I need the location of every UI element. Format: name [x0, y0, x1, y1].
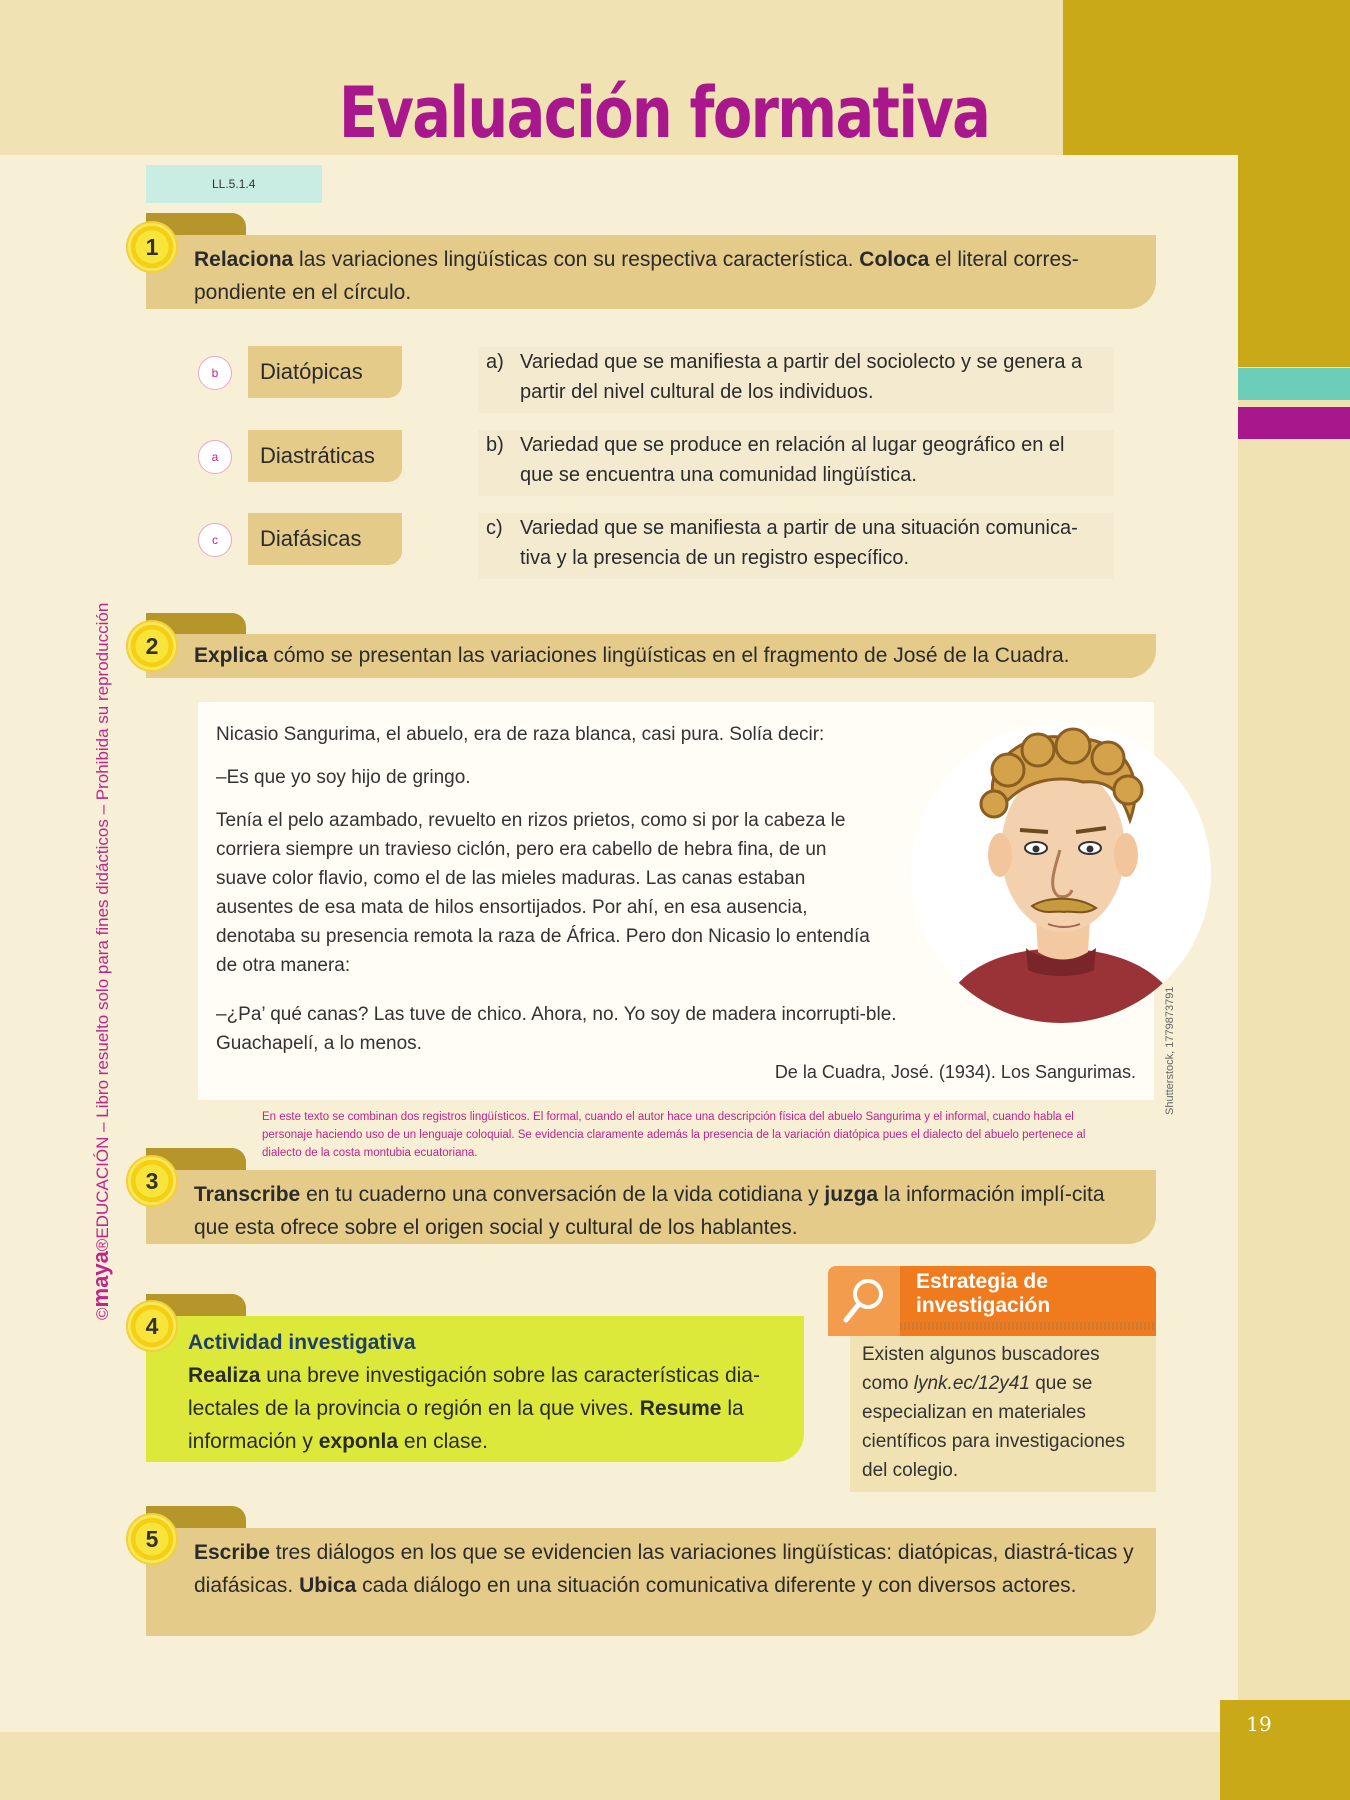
definition-c: [478, 513, 1114, 579]
q4-instruction: [188, 1359, 788, 1458]
term-diastraticas: Diastráticas: [248, 430, 402, 482]
right-gold-block: [1238, 155, 1350, 367]
page-title: Evaluación formativa: [338, 72, 990, 154]
q5-instruction: [146, 1528, 1156, 1636]
q4-verb-1: Realiza: [188, 1364, 261, 1387]
q3-text-2: la información implí-cita que esta ofrece sobre el origen social y cultural de los hablantes.: [194, 1183, 1105, 1239]
q3-number-badge: 3: [126, 1155, 178, 1207]
bottom-band: [0, 1732, 1350, 1800]
skill-code-badge: LL.5.1.4: [146, 165, 322, 203]
q4-text-3: en clase.: [398, 1430, 488, 1453]
copyright-prefix: ©: [93, 1307, 112, 1320]
q4-verb-2: Resume: [639, 1397, 722, 1420]
q5-text-2: cada diálogo en una situación comunicativa diferente y con diversos actores.: [356, 1574, 1077, 1597]
strategy-text-2: que se especializan en materiales científicos para investigaciones del colegio.: [862, 1373, 1125, 1481]
grandfather-illustration: [908, 720, 1214, 1026]
copyright-side-text: [88, 490, 116, 1320]
answer-circle-1[interactable]: b: [198, 356, 232, 390]
q3-instruction: [146, 1170, 1156, 1244]
q3-verb-2: juzga: [824, 1183, 879, 1206]
strategy-divider: [900, 1322, 1156, 1330]
q4-verb-3: exponla: [318, 1430, 399, 1453]
q5-number-badge: 5: [126, 1513, 178, 1565]
q4-number-badge: 4: [126, 1300, 178, 1352]
fragment-paragraph-3: Tenía el pelo azambado, revuelto en rizos prietos, como si por la cabeza le corriera siempre un travieso ciclón, pero era cabello de hebra fina, de un suave color flavio, como el de las mieles maduras. Las canas estaban ausentes de esa mata de hilos ensortijados. Por ahí, en esa ausencia, denotaba su presencia remota la raza de África. Pero don Nicasio lo entendía de otra manera:: [216, 810, 870, 976]
q2-instruction: [146, 634, 1156, 678]
q3-text-1: en tu cuaderno una conversación de la vida cotidiana y: [300, 1183, 825, 1206]
answer-circle-3[interactable]: c: [198, 523, 232, 557]
fragment-citation: De la Cuadra, José. (1934). Los Sangurimas.: [774, 1062, 1136, 1082]
definition-c-text: Variedad que se manifiesta a partir de una situación comunica-tiva y la presencia de un registro específico.: [520, 517, 1078, 569]
q2-text-1: cómo se presentan las variaciones lingüísticas en el fragmento de José de la Cuadra.: [267, 644, 1070, 667]
definition-b-letter: b): [486, 434, 504, 456]
term-diafasicas: Diafásicas: [248, 513, 402, 565]
q4-title: Actividad investigativa: [188, 1331, 416, 1354]
q3-verb-1: Transcribe: [194, 1183, 301, 1206]
q1-number-badge: 1: [126, 221, 178, 273]
copyright-notice: ®EDUCACIÓN – Libro resuelto solo para fines didácticos – Prohibida su reproducción: [93, 602, 112, 1252]
brand-logo-text: maya: [88, 1251, 113, 1308]
q5-verb-1: Escribe: [194, 1541, 270, 1564]
definition-a-letter: a): [486, 351, 504, 373]
q2-verb-1: Explica: [194, 644, 268, 667]
magnifier-icon: [840, 1276, 888, 1326]
definition-a-text: Variedad que se manifiesta a partir del sociolecto y se genera a partir del nivel cultural de los individuos.: [520, 351, 1083, 403]
q1-text-1: las variaciones lingüísticas con su respectiva característica.: [293, 248, 860, 271]
q1-text-2: el literal corres-pondiente en el círculo.: [194, 248, 1079, 304]
strategy-text-1: Existen algunos buscadores como: [862, 1344, 1100, 1394]
definition-b: [478, 430, 1114, 496]
search-engine-link[interactable]: lynk.ec/12y41: [913, 1373, 1030, 1394]
q4-text-1: una breve investigación sobre las características dia-lectales de la provincia o región en la que vives.: [188, 1364, 760, 1420]
teal-strip: [1238, 368, 1350, 400]
magenta-strip: [1238, 407, 1350, 439]
definition-c-letter: c): [486, 517, 503, 539]
term-diatopicas: Diatópicas: [248, 346, 402, 398]
q2-answer-text: En este texto se combinan dos registros lingüísticos. El formal, cuando el autor hace una descripción física del abuelo Sangurima y el informal, cuando habla el personaje haciendo uso de un lenguaje coloquial. Se evidencia claramente además la presencia de la variación diatópica pues el dialecto del abuelo pertenece al dialecto de la costa montubia ecuatoriana.: [262, 1111, 1086, 1159]
q4-text-2: la información y: [188, 1397, 744, 1453]
definition-b-text: Variedad que se produce en relación al lugar geográfico en el que se encuentra una comunidad lingüística.: [520, 434, 1065, 486]
page-number: 19: [1246, 1712, 1272, 1736]
fragment-paragraph-1: Nicasio Sangurima, el abuelo, era de raza blanca, casi pura. Solía decir:: [216, 724, 825, 745]
q1-verb-2: Coloca: [859, 248, 930, 271]
image-credit: Shutterstock, 1779873791: [1164, 986, 1176, 1115]
q2-number-badge: 2: [126, 620, 178, 672]
answer-circle-2[interactable]: a: [198, 440, 232, 474]
fragment-paragraph-4: –¿Pa’ qué canas? Las tuve de chico. Ahora, no. Yo soy de madera incorrupti-ble. Guachapelí, a lo menos.: [216, 1004, 897, 1054]
q5-text-1: tres diálogos en los que se evidencien las variaciones lingüísticas: diatópicas, diastrá-ticas y diafásicas.: [194, 1541, 1134, 1597]
q4-activity-box: [146, 1316, 804, 1462]
strategy-body: [850, 1336, 1156, 1492]
definition-a: [478, 347, 1114, 413]
q5-verb-2: Ubica: [299, 1574, 357, 1597]
strategy-title: Estrategia de investigación: [916, 1270, 1051, 1317]
q1-verb-1: Relaciona: [194, 248, 294, 271]
q1-instruction: [146, 235, 1156, 309]
fragment-paragraph-2: –Es que yo soy hijo de gringo.: [216, 767, 471, 788]
